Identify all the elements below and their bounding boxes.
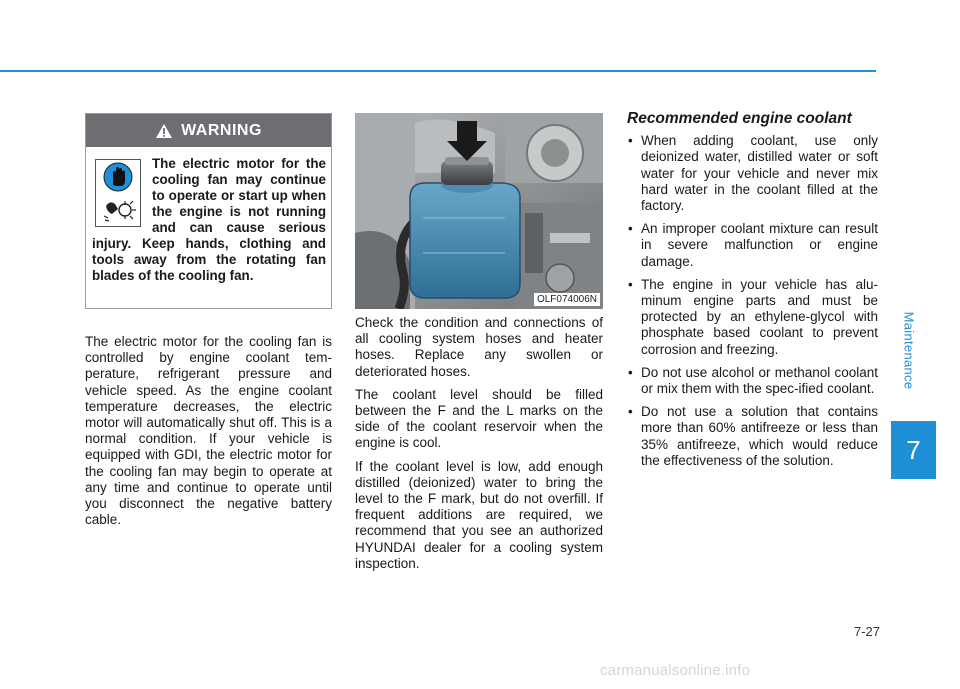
engine-bay-illustration — [355, 113, 603, 309]
warning-title: WARNING — [181, 121, 262, 139]
list-item: • The engine in your vehicle has alu-minum engine parts and must be protected by an ethylene-glycol with phosphate based coolant to prevent corrosion and freezing. — [627, 277, 878, 358]
warning-text: The electric motor for the cooling fan may continue to operate or start up when the engine is not running and can cause serious injury. Keep hands, clothing and tools away from the rotating fan blades of the cooling fan. — [92, 156, 326, 283]
fan-hazard-icon — [95, 159, 141, 227]
coolant-reservoir-figure — [355, 113, 603, 309]
figure-code: OLF074006N — [534, 293, 600, 306]
warning-box — [85, 113, 332, 309]
paragraph-hoses: Check the condition and connections of all cooling system hoses and heater hoses. Replace any swollen or deteriorated hoses. — [355, 315, 603, 379]
paragraph-coolant-level: The coolant level should be filled between the F and the L marks on the side of the coolant reservoir when the engine is cool. — [355, 386, 603, 451]
side-tab-label — [898, 300, 920, 400]
chapter-number-badge: 7 — [891, 421, 936, 479]
side-tab-text: Maintenance — [901, 311, 917, 389]
list-item: • Do not use alcohol or methanol coolant or mix them with the spec-ified coolant. — [627, 365, 878, 397]
list-item: • An improper coolant mixture can result in severe malfunction or engine damage. — [627, 221, 878, 270]
watermark: carmanualsonline.info — [600, 662, 751, 679]
coolant-bullet-list — [627, 133, 878, 469]
paragraph-low-coolant: If the coolant level is low, add enough distilled (deionized) water to bring the level to the F mark, but do not overfill. If frequent additions are required, we recommend that you see an authorized HYUNDAI dealer for a cooling system inspection. — [355, 458, 603, 571]
list-item: • When adding coolant, use only deionized water, distilled water or soft water for your vehicle and never mix hard water in the coolant filled at the factory. — [627, 133, 878, 214]
warning-triangle-icon — [155, 123, 173, 139]
column-3 — [627, 111, 878, 476]
list-item: • Do not use a solution that contains more than 60% antifreeze or less than 35% antifreeze, which would reduce the effectiveness of the solution. — [627, 404, 878, 469]
page-number: 7-27 — [853, 624, 880, 639]
column-1 — [85, 334, 332, 535]
column-2 — [355, 315, 603, 579]
cooling-fan-paragraph: The electric motor for the cooling fan is controlled by engine coolant tem-perature, refrigerant pressure and vehicle speed. As the engine coolant temperature decreases, the electric motor will automatically shut off. This is a normal condition. If your vehicle is equipped with GDI, the electric motor for the cooling fan may begin to operate at any time and continue to operate until you disconnect the negative battery cable. — [85, 334, 332, 528]
warning-header — [86, 114, 331, 147]
header-rule — [0, 70, 876, 72]
section-title: Recommended engine coolant — [627, 110, 852, 127]
